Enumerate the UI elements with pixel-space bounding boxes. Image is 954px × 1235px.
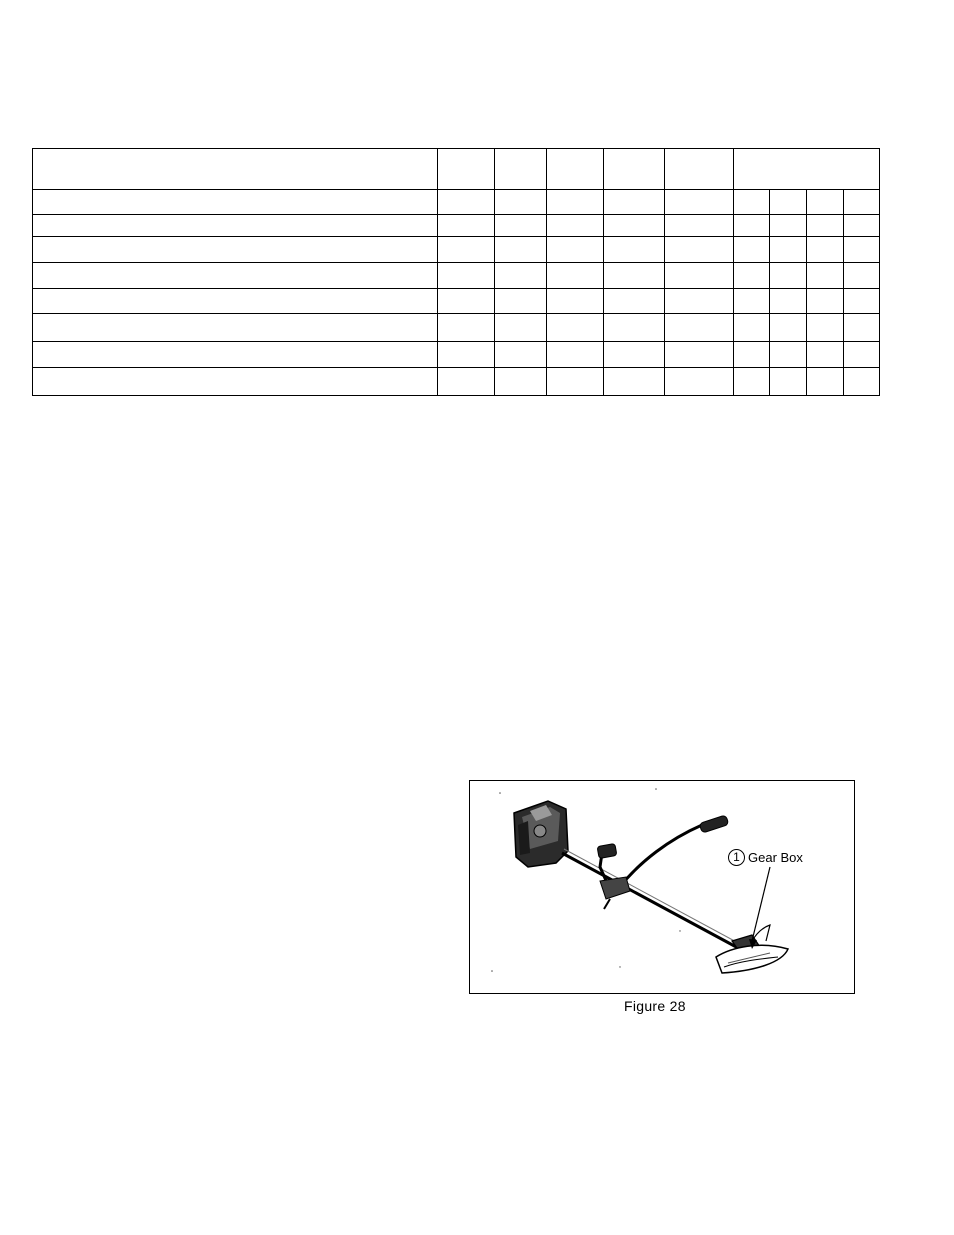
table-cell bbox=[603, 263, 664, 289]
table-cell bbox=[438, 190, 495, 215]
table-cell bbox=[844, 342, 880, 368]
table-cell bbox=[33, 190, 438, 215]
table-cell bbox=[844, 237, 880, 263]
table-cell bbox=[495, 314, 547, 342]
table-header-row bbox=[33, 149, 880, 190]
table-cell bbox=[495, 263, 547, 289]
table-cell bbox=[603, 237, 664, 263]
table-cell bbox=[770, 368, 807, 396]
table-cell bbox=[664, 237, 733, 263]
table-cell bbox=[603, 368, 664, 396]
table-cell bbox=[664, 314, 733, 342]
table-cell bbox=[733, 237, 770, 263]
table-cell bbox=[664, 368, 733, 396]
table-cell bbox=[844, 190, 880, 215]
table-cell bbox=[546, 190, 603, 215]
maintenance-schedule-table bbox=[32, 148, 880, 396]
table-cell bbox=[546, 237, 603, 263]
table-row bbox=[33, 342, 880, 368]
table-cell bbox=[33, 237, 438, 263]
table-cell bbox=[664, 342, 733, 368]
handlebar-icon bbox=[597, 815, 729, 909]
table-cell bbox=[33, 314, 438, 342]
table-cell bbox=[733, 149, 879, 190]
figure-caption: Figure 28 bbox=[624, 998, 686, 1014]
table-cell bbox=[33, 368, 438, 396]
table-cell bbox=[844, 314, 880, 342]
table-cell bbox=[438, 314, 495, 342]
table-cell bbox=[33, 289, 438, 314]
table-cell bbox=[33, 215, 438, 237]
table-cell bbox=[603, 289, 664, 314]
table-cell bbox=[664, 149, 733, 190]
table-cell bbox=[733, 190, 770, 215]
table-cell bbox=[733, 263, 770, 289]
table-cell bbox=[603, 190, 664, 215]
table-cell bbox=[844, 263, 880, 289]
table-cell bbox=[664, 190, 733, 215]
brushcutter-illustration bbox=[470, 781, 854, 993]
table-cell bbox=[495, 368, 547, 396]
table-cell bbox=[603, 149, 664, 190]
table-row bbox=[33, 289, 880, 314]
table-cell bbox=[495, 342, 547, 368]
table-cell bbox=[806, 263, 844, 289]
table-cell bbox=[33, 149, 438, 190]
table-cell bbox=[770, 314, 807, 342]
table-cell bbox=[733, 289, 770, 314]
table-cell bbox=[806, 342, 844, 368]
table-cell bbox=[603, 215, 664, 237]
table-cell bbox=[546, 263, 603, 289]
table-cell bbox=[603, 314, 664, 342]
table-cell bbox=[770, 215, 807, 237]
table-cell bbox=[806, 314, 844, 342]
table-cell bbox=[495, 149, 547, 190]
table-cell bbox=[495, 190, 547, 215]
table-row bbox=[33, 190, 880, 215]
table-cell bbox=[33, 342, 438, 368]
table-cell bbox=[664, 263, 733, 289]
table-cell bbox=[770, 190, 807, 215]
table-cell bbox=[806, 237, 844, 263]
table-cell bbox=[806, 215, 844, 237]
table-cell bbox=[438, 215, 495, 237]
table-cell bbox=[806, 190, 844, 215]
table-row bbox=[33, 368, 880, 396]
table-cell bbox=[733, 368, 770, 396]
table-cell bbox=[438, 342, 495, 368]
table-row bbox=[33, 314, 880, 342]
table-cell bbox=[546, 368, 603, 396]
table-row bbox=[33, 263, 880, 289]
table-cell bbox=[546, 215, 603, 237]
engine-icon bbox=[514, 801, 568, 867]
callout-circle-icon: 1 bbox=[728, 849, 745, 866]
table-cell bbox=[438, 149, 495, 190]
table-cell bbox=[546, 342, 603, 368]
table-cell bbox=[806, 289, 844, 314]
figure-panel bbox=[469, 780, 855, 994]
table-cell bbox=[770, 342, 807, 368]
table-cell bbox=[495, 289, 547, 314]
table-cell bbox=[844, 289, 880, 314]
table-cell bbox=[438, 237, 495, 263]
table-cell bbox=[664, 215, 733, 237]
callout-label: Gear Box bbox=[748, 850, 803, 865]
table-cell bbox=[603, 342, 664, 368]
table-cell bbox=[546, 314, 603, 342]
table-cell bbox=[770, 263, 807, 289]
table-cell bbox=[438, 289, 495, 314]
table-cell bbox=[733, 215, 770, 237]
table-cell bbox=[438, 263, 495, 289]
table-row bbox=[33, 237, 880, 263]
table-cell bbox=[664, 289, 733, 314]
table-cell bbox=[844, 215, 880, 237]
table-cell bbox=[495, 215, 547, 237]
table-cell bbox=[546, 289, 603, 314]
table-cell bbox=[844, 368, 880, 396]
table-cell bbox=[733, 314, 770, 342]
gear-box-callout bbox=[728, 849, 803, 866]
table-cell bbox=[806, 368, 844, 396]
table-cell bbox=[770, 289, 807, 314]
table-row bbox=[33, 215, 880, 237]
table-cell bbox=[733, 342, 770, 368]
table-cell bbox=[770, 237, 807, 263]
table-cell bbox=[438, 368, 495, 396]
table-cell bbox=[33, 263, 438, 289]
table-cell bbox=[495, 237, 547, 263]
table-cell bbox=[546, 149, 603, 190]
